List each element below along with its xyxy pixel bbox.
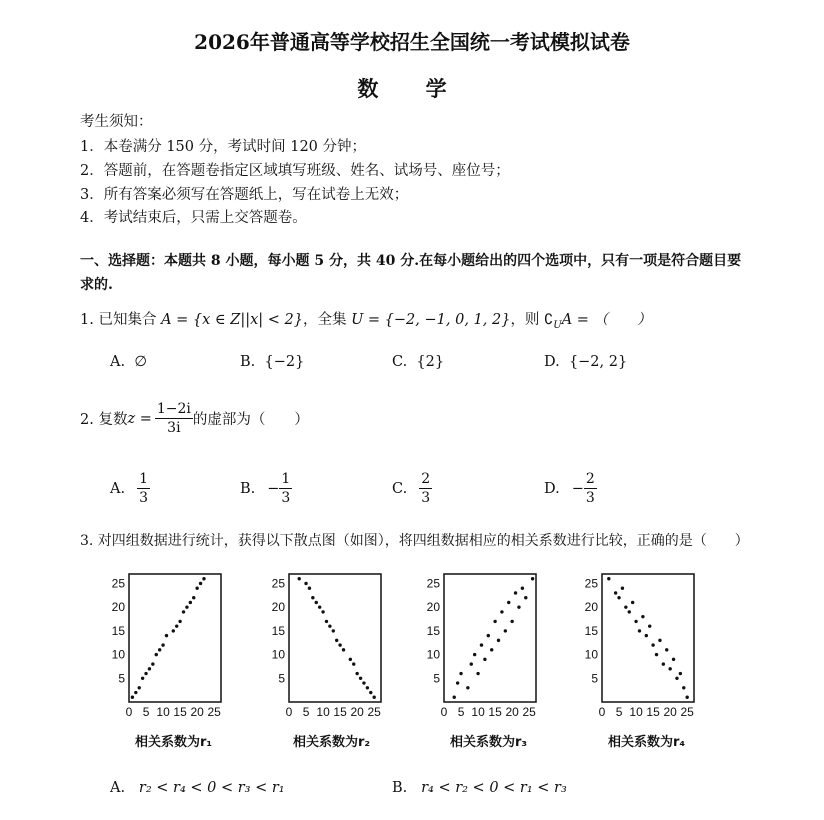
scatter-point	[507, 601, 510, 604]
scatter-point	[641, 615, 644, 618]
scatter-point	[144, 672, 147, 675]
scatter-point	[165, 634, 168, 637]
scatter-point	[182, 610, 185, 613]
scatter-point	[473, 653, 476, 656]
option-value: ∅	[134, 354, 147, 370]
notice-item-3: 3．所有答案必须写在答题纸上，写在试卷上无效；	[80, 187, 409, 203]
scatter-point	[665, 648, 668, 651]
scatter-point	[672, 658, 675, 661]
q2-option-d[interactable]	[544, 470, 597, 507]
q1-option-b[interactable]	[240, 354, 304, 370]
fraction-denominator: 3	[421, 490, 431, 506]
scatter-point	[500, 610, 503, 613]
q1-tail: A = （ ）	[561, 312, 652, 328]
q1-complement-sub: U	[553, 319, 562, 331]
x-tick-label: 25	[522, 705, 536, 719]
option-label: B.	[392, 780, 408, 796]
scatter-point	[685, 696, 688, 699]
scatter-svg-r2	[265, 570, 395, 720]
chart-label-r1: 相关系数为r₁	[135, 735, 213, 750]
scatter-point	[338, 643, 341, 646]
notice-item-4: 4．考试结束后，只需上交答题卷。	[80, 210, 307, 226]
x-tick-label: 15	[173, 705, 187, 719]
scatter-chart-r4	[578, 570, 708, 724]
x-tick-label: 10	[471, 705, 485, 719]
option-fraction	[137, 470, 150, 507]
scatter-point	[483, 658, 486, 661]
option-label: D.	[544, 480, 560, 497]
scatter-point	[531, 577, 534, 580]
y-tick-label: 25	[426, 576, 440, 591]
scatter-point	[470, 662, 473, 665]
q2-suffix: 的虚部为（ ）	[192, 412, 309, 428]
scatter-point	[662, 662, 665, 665]
chart-label-r2: 相关系数为r₂	[293, 735, 371, 750]
scatter-svg-r1	[105, 570, 235, 720]
scatter-point	[668, 667, 671, 670]
option-label: C.	[392, 480, 408, 497]
fraction-numerator: 1−2i	[156, 401, 191, 417]
scatter-point	[369, 691, 372, 694]
y-tick-label: 20	[426, 600, 440, 615]
plot-frame	[289, 574, 381, 702]
q1-prefix: 1. 已知集合	[80, 312, 162, 328]
scatter-svg-r4	[578, 570, 708, 720]
x-tick-label: 25	[207, 705, 221, 719]
y-tick-label: 25	[111, 576, 125, 591]
scatter-point	[335, 639, 338, 642]
x-tick-label: 20	[505, 705, 519, 719]
fraction-denominator: 3	[281, 490, 291, 506]
scatter-point	[490, 648, 493, 651]
scatter-point	[151, 662, 154, 665]
scatter-point	[355, 672, 358, 675]
fraction-numerator: 2	[421, 471, 431, 487]
notice-heading: 考生须知：	[80, 114, 153, 130]
scatter-point	[634, 620, 637, 623]
scatter-point	[362, 681, 365, 684]
q2-fraction	[155, 400, 193, 437]
y-tick-label: 20	[584, 600, 598, 615]
y-tick-label: 15	[584, 623, 598, 638]
scatter-point	[325, 620, 328, 623]
scatter-point	[624, 605, 627, 608]
x-tick-label: 0	[285, 705, 293, 719]
scatter-point	[480, 643, 483, 646]
option-label: A.	[110, 354, 126, 370]
x-tick-label: 25	[680, 705, 694, 719]
y-tick-label: 10	[271, 647, 285, 662]
chart-label-r3: 相关系数为r₃	[450, 735, 528, 750]
scatter-chart-r1	[105, 570, 235, 724]
scatter-point	[614, 591, 617, 594]
y-tick-label: 5	[278, 671, 285, 686]
scatter-point	[349, 658, 352, 661]
x-tick-label: 20	[663, 705, 677, 719]
scatter-point	[199, 582, 202, 585]
option-label: B.	[240, 354, 256, 370]
option-fraction	[279, 470, 292, 507]
q1-set-a: A = {x ∈ Z||x| < 2}	[161, 312, 303, 328]
scatter-point	[510, 620, 513, 623]
q1-set-u: U = {−2, −1, 0, 1, 2}	[351, 312, 511, 328]
scatter-point	[648, 624, 651, 627]
q2-prefix: 2. 复数	[80, 412, 128, 428]
scatter-point	[372, 696, 375, 699]
q2-var: z =	[127, 410, 152, 427]
scatter-point	[607, 577, 610, 580]
scatter-point	[679, 672, 682, 675]
option-sign: −	[571, 480, 584, 497]
scatter-point	[651, 643, 654, 646]
scatter-point	[456, 681, 459, 684]
scatter-point	[466, 686, 469, 689]
scatter-point	[185, 605, 188, 608]
scatter-point	[138, 686, 141, 689]
subject-title: 数 学	[357, 76, 467, 101]
scatter-point	[148, 667, 151, 670]
y-tick-label: 15	[111, 623, 125, 638]
scatter-point	[175, 624, 178, 627]
option-value: r₂ < r₄ < 0 < r₃ < r₁	[138, 780, 285, 796]
option-label: D.	[544, 354, 560, 370]
option-label: A.	[110, 480, 126, 497]
scatter-point	[318, 605, 321, 608]
scatter-point	[521, 587, 524, 590]
scatter-point	[631, 601, 634, 604]
exam-title: 2026年普通高等学校招生全国统一考试模拟试卷	[194, 30, 630, 54]
q1-option-d[interactable]	[544, 354, 627, 370]
q2-option-c[interactable]	[392, 470, 432, 507]
scatter-chart-r2	[265, 570, 395, 724]
scatter-point	[172, 629, 175, 632]
option-fraction	[584, 470, 597, 507]
x-tick-label: 5	[142, 705, 150, 719]
scatter-point	[682, 686, 685, 689]
x-tick-label: 15	[646, 705, 660, 719]
chart-label-r4: 相关系数为r₄	[608, 735, 686, 750]
notice-item-2: 2．答题前，在答题卷指定区域填写班级、姓名、试场号、座位号；	[80, 163, 510, 179]
scatter-point	[517, 605, 520, 608]
y-tick-label: 5	[591, 671, 598, 686]
x-tick-label: 20	[190, 705, 204, 719]
scatter-point	[189, 601, 192, 604]
scatter-point	[476, 672, 479, 675]
scatter-point	[315, 601, 318, 604]
x-tick-label: 0	[440, 705, 448, 719]
scatter-point	[328, 624, 331, 627]
q1-option-a[interactable]	[110, 354, 147, 370]
x-tick-label: 15	[488, 705, 502, 719]
question-3-stem: 3. 对四组数据进行统计，获得以下散点图（如图），将四组数据相应的相关系数进行比较，正确的是（ ）	[80, 533, 749, 549]
y-tick-label: 25	[271, 576, 285, 591]
scatter-point	[514, 591, 517, 594]
x-tick-label: 10	[156, 705, 170, 719]
scatter-point	[617, 596, 620, 599]
x-tick-label: 25	[367, 705, 381, 719]
x-tick-label: 5	[457, 705, 465, 719]
y-tick-label: 15	[426, 623, 440, 638]
x-tick-label: 10	[629, 705, 643, 719]
scatter-point	[658, 639, 661, 642]
x-tick-label: 5	[615, 705, 623, 719]
scatter-chart-r3	[420, 570, 550, 724]
scatter-point	[352, 662, 355, 665]
q2-option-a[interactable]	[110, 470, 150, 507]
scatter-point	[621, 587, 624, 590]
question-2-stem	[80, 400, 309, 437]
option-value: {−2}	[264, 354, 305, 370]
scatter-point	[161, 643, 164, 646]
scatter-point	[332, 629, 335, 632]
section-heading-line1: 一、选择题：本题共 8 小题，每小题 5 分，共 40 分.在每小题给出的四个选项中，只有一项是符合题目要	[80, 253, 742, 269]
fraction-numerator: 1	[281, 471, 291, 487]
option-value: r₄ < r₂ < 0 < r₁ < r₃	[421, 780, 567, 796]
scatter-point	[453, 696, 456, 699]
scatter-point	[195, 587, 198, 590]
scatter-point	[178, 620, 181, 623]
q1-complement: ，则 ∁	[510, 312, 554, 328]
q1-mid: ，全集	[302, 312, 352, 328]
scatter-point	[342, 648, 345, 651]
y-tick-label: 5	[118, 671, 125, 686]
scatter-point	[524, 596, 527, 599]
scatter-point	[298, 577, 301, 580]
fraction-denominator: 3i	[167, 420, 181, 436]
x-tick-label: 5	[302, 705, 310, 719]
option-label: A.	[110, 780, 126, 796]
scatter-point	[311, 596, 314, 599]
option-label: B.	[240, 480, 256, 497]
scatter-point	[645, 634, 648, 637]
scatter-point	[497, 639, 500, 642]
q3-option-b[interactable]	[392, 780, 567, 796]
option-sign: −	[267, 480, 280, 497]
x-tick-label: 0	[125, 705, 133, 719]
plot-frame	[129, 574, 221, 702]
scatter-point	[366, 686, 369, 689]
x-tick-label: 15	[333, 705, 347, 719]
fraction-numerator: 1	[139, 471, 149, 487]
y-tick-label: 10	[426, 647, 440, 662]
scatter-point	[655, 653, 658, 656]
q2-option-b[interactable]	[240, 470, 292, 507]
y-tick-label: 25	[584, 576, 598, 591]
x-tick-label: 20	[350, 705, 364, 719]
y-tick-label: 20	[271, 600, 285, 615]
x-tick-label: 10	[316, 705, 330, 719]
scatter-point	[202, 577, 205, 580]
scatter-point	[487, 634, 490, 637]
scatter-svg-r3	[420, 570, 550, 720]
scatter-point	[134, 691, 137, 694]
scatter-point	[504, 629, 507, 632]
fraction-denominator: 3	[139, 490, 149, 506]
scatter-point	[321, 610, 324, 613]
scatter-point	[493, 620, 496, 623]
option-value: {2}	[416, 354, 445, 370]
question-1-stem	[80, 308, 652, 331]
option-label: C.	[392, 354, 408, 370]
scatter-point	[628, 610, 631, 613]
q3-option-a[interactable]	[110, 780, 285, 796]
scatter-point	[638, 629, 641, 632]
option-fraction	[419, 470, 432, 507]
option-value: {−2, 2}	[568, 354, 628, 370]
scatter-point	[359, 677, 362, 680]
y-tick-label: 10	[111, 647, 125, 662]
x-tick-label: 0	[598, 705, 606, 719]
section-heading-line2: 求的.	[80, 277, 113, 293]
notice-item-1: 1．本卷满分 150 分，考试时间 120 分钟；	[80, 139, 367, 155]
y-tick-label: 20	[111, 600, 125, 615]
scatter-point	[459, 672, 462, 675]
q1-option-c[interactable]	[392, 354, 444, 370]
scatter-point	[304, 582, 307, 585]
y-tick-label: 10	[584, 647, 598, 662]
scatter-point	[192, 596, 195, 599]
fraction-denominator: 3	[585, 490, 595, 506]
y-tick-label: 5	[433, 671, 440, 686]
scatter-point	[141, 677, 144, 680]
scatter-point	[158, 648, 161, 651]
scatter-point	[131, 696, 134, 699]
y-tick-label: 15	[271, 623, 285, 638]
scatter-point	[675, 677, 678, 680]
fraction-numerator: 2	[585, 471, 595, 487]
scatter-point	[308, 587, 311, 590]
scatter-point	[155, 653, 158, 656]
